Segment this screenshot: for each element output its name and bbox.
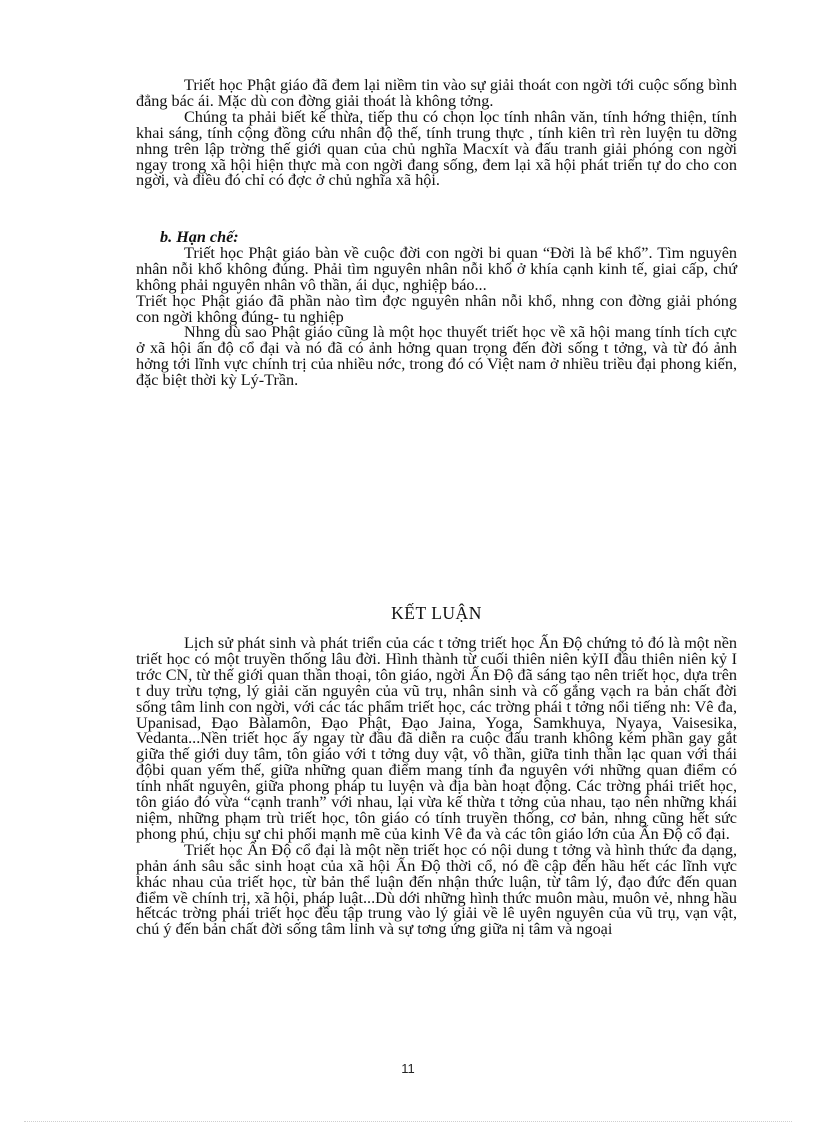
- section-heading-limits: b. Hạn chế:: [160, 228, 239, 246]
- section-limits: [136, 217, 737, 389]
- paragraph: Triết học Ấn Độ cổ đại là một nền triết học có nội dung t tởng và hình thức đa dạng, phản ánh sâu sắc sinh hoạt của xã hội Ấn Độ thời cổ, nó đề cập đến hầu hết các lĩnh vực khác nhau của triết học, từ bản thể luận đến nhận thức luận, từ tâm lý, đạo đức đến quan điểm về chính trị, xã hội, pháp luật...Dù dới những hình thức muôn màu, muôn vẻ, nhng hầu hếtcác trờng phái triết học đều tập trung vào lý giải về lê uyên nguyên của vũ trụ, vạn vật, chú ý đến bản chất đời sống tâm linh và sự tơng ứng giữa nị tâm và ngoại: [136, 840, 737, 939]
- paragraph: Triết học Phật giáo bàn về cuộc đời con ngời bi quan “Đời là bể khổ”. Tìm nguyên nhân nỗi khổ không đúng. Phải tìm nguyên nhân nỗi khổ ở khía cạnh kinh tế, giai cấp, chứ không phải nguyên nhân vô thần, ái dục, nghiệp báo...: [136, 243, 737, 294]
- paragraph: Triết học Phật giáo đã đem lại niềm tin vào sự giải thoát con ngời tới cuộc sống bình đẳng bác ái. Mặc dù con đờng giải thoát là không tởng.: [136, 76, 737, 110]
- section-conclusion: [136, 636, 737, 938]
- conclusion-title: KẾT LUẬN: [391, 603, 482, 623]
- paragraph: Triết học Phật giáo đã phần nào tìm đợc nguyên nhân nỗi khổ, nhng con đờng giải phóng con ngời không đúng- tu nghiệp: [136, 291, 737, 326]
- page-bottom-divider: [24, 1121, 792, 1122]
- paragraph: Lịch sử phát sinh và phát triển của các t tởng triết học Ấn Độ chứng tỏ đó là một nền triết học có một truyền thống lâu đời. Hình thành từ cuối thiên niên kỷII đầu thiên niên kỷ I trớc CN, từ thế giới quan thần thoại, tôn giáo, ngời Ấn Độ đã sáng tạo nên triết học, dựa trên t duy trừu tợng, lý giải căn nguyên của vũ trụ, nhân sinh và cố gắng vạch ra bản chất đời sống tâm linh con ngời, với các tác phẩm triết học, các trờng phái t tởng nổi tiếng nh: Vê đa, Upanisad, Đạo Bàlamôn, Đạo Phật, Đạo Jaina, Yoga, Samkhuya, Nyaya, Vaisesika, Vedanta...Nền triết học ấy ngay từ đầu đã diễn ra cuộc đấu tranh không kém phần gay gắt giữa thế giới duy tâm, tôn giáo với t tởng duy vật, vô thần, giữa tinh thần lạc quan với thái độbi quan yếm thế, giữa những quan điểm mang tính đa nguyên với những quan điểm có tính nhất nguyên, giữa phong pháp tu luyện và địa bàn hoạt động. Các trờng phái triết học, tôn giáo đó vừa “cạnh tranh” với nhau, lại vừa kế thừa t tởng của nhau, tạo nên những khái niệm, những phạm trù triết học, tôn giáo có tính truyền thống, cơ bản, nhng cũng hết sức phong phú, chịu sự chi phối mạnh mẽ của kinh Vê đa và các tôn giáo lớn của Ấn Độ cổ đại.: [136, 634, 737, 843]
- paragraph: Nhng dù sao Phật giáo cũng là một học thuyết triết học về xã hội mang tính tích cực ở xã hội ấn độ cổ đại và nó đã có ảnh hởng quan trọng đến đời sống t tởng, và từ đó ảnh hởng tới lĩnh vực chính trị của nhiều nớc, trong đó có Việt nam ở nhiều triều đại phong kiến, đặc biệt thời kỳ Lý-Trần.: [136, 323, 737, 390]
- paragraph: Chúng ta phải biết kế thừa, tiếp thu có chọn lọc tính nhân văn, tính hớng thiện, tính khai sáng, tính cộng đồng cứu nhân độ thế, tính trung thực , tính kiên trì rèn luyện tu dỡng nhng trên lập trờng thế giới quan của chủ nghĩa Macxít và đấu tranh giải phóng con ngời ngay trong xã hội hiện thực mà con ngời đang sống, đem lại xã hội phát triển tự do cho con ngời, và điều đó chỉ có đợc ở chủ nghĩa xã hội.: [136, 107, 737, 190]
- page-number: 11: [401, 1061, 415, 1076]
- section-top: [136, 78, 737, 189]
